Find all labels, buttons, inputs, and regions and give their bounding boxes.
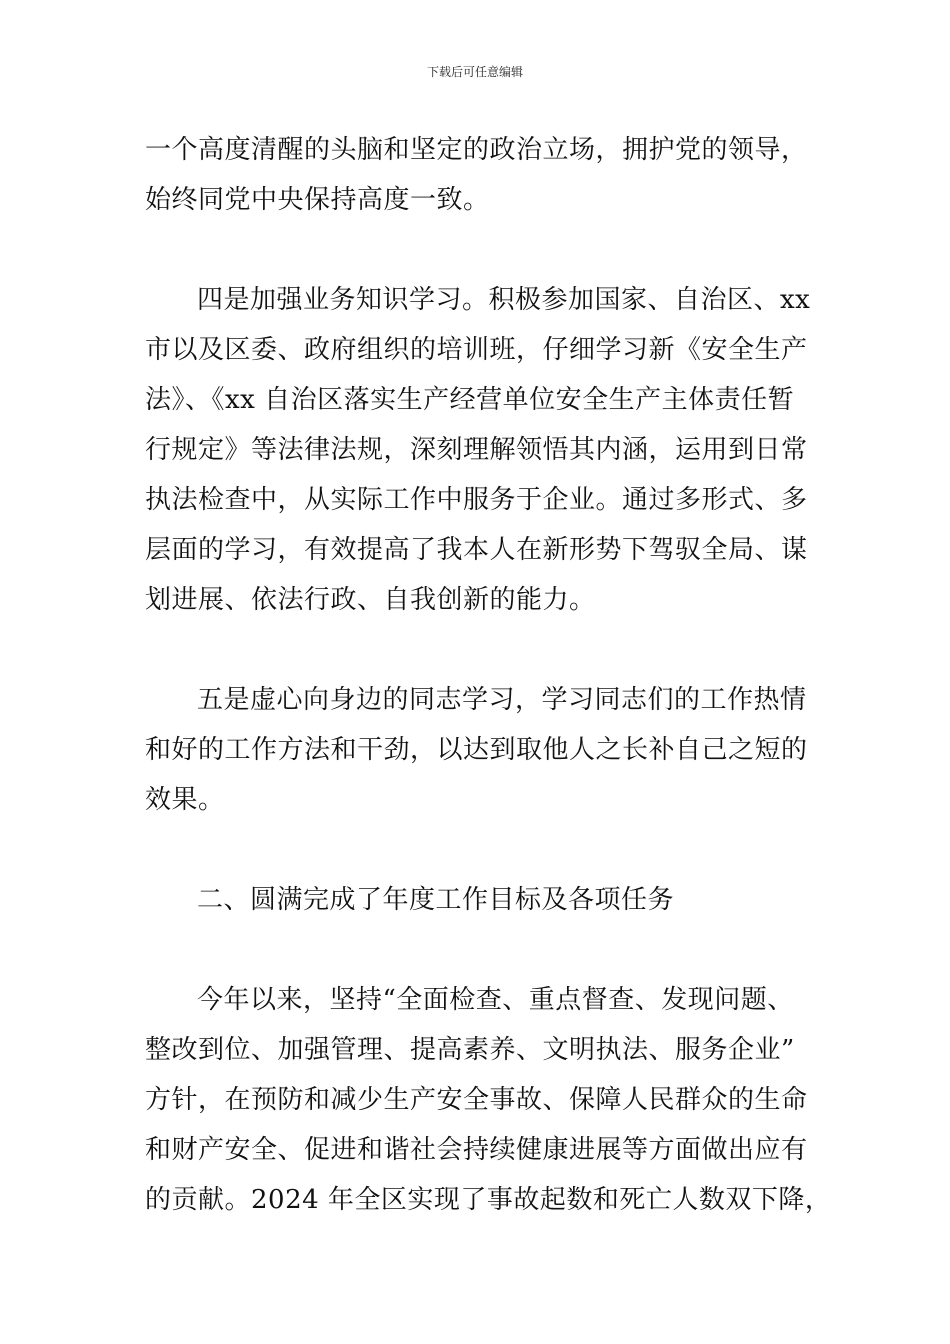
paragraph-line: 行规定》等法律法规，深刻理解领悟其内涵，运用到日常 (145, 435, 808, 465)
paragraph-5 (145, 978, 832, 1228)
paragraph-3 (145, 678, 808, 828)
page-header: 下载后可任意编辑 (426, 65, 523, 79)
paragraph-line: 五是虚心向身边的同志学习，学习同志们的工作热情 (197, 685, 807, 715)
paragraph-line: 方针，在预防和减少生产安全事故、保障人民群众的生命 (145, 1085, 808, 1115)
paragraph-line: 和财产安全、促进和谐社会持续健康进展等方面做出应有 (145, 1135, 808, 1165)
paragraph-1 (145, 128, 808, 228)
paragraph-spacer (145, 928, 805, 978)
paragraph-line: 划进展、依法行政、自我创新的能力。 (145, 585, 596, 615)
paragraph-spacer (145, 828, 805, 878)
paragraph-2 (145, 278, 811, 628)
paragraph-spacer (145, 228, 805, 278)
paragraph-line: 市以及区委、政府组织的培训班，仔细学习新《安全生产 (145, 335, 808, 365)
paragraph-line: 一个高度清醒的头脑和坚定的政治立场，拥护党的领导， (145, 135, 808, 165)
section-heading-text: 二、圆满完成了年度工作目标及各项任务 (197, 885, 675, 915)
paragraph-line: 法》、《xx 自治区落实生产经营单位安全生产主体责任暂 (145, 385, 795, 415)
paragraph-line: 始终同党中央保持高度一致。 (145, 185, 490, 215)
paragraph-line: 层面的学习，有效提高了我本人在新形势下驾驭全局、谋 (145, 535, 808, 565)
paragraph-line: 执法检查中，从实际工作中服务于企业。通过多形式、多 (145, 485, 808, 515)
paragraph-line: 四是加强业务知识学习。积极参加国家、自治区、xx (197, 285, 811, 315)
paragraph-line: 今年以来，坚持“全面检查、重点督查、发现问题、 (197, 985, 794, 1015)
paragraph-line: 效果。 (145, 785, 225, 815)
paragraph-line: 和好的工作方法和干劲，以达到取他人之长补自己之短的 (145, 735, 808, 765)
section-heading (145, 878, 805, 928)
document-body (145, 128, 832, 1228)
paragraph-spacer (145, 628, 805, 678)
paragraph-line: 整改到位、加强管理、提高素养、文明执法、服务企业” (145, 1035, 795, 1065)
paragraph-line: 的贡献。2024 年全区实现了事故起数和死亡人数双下降， (145, 1185, 832, 1215)
